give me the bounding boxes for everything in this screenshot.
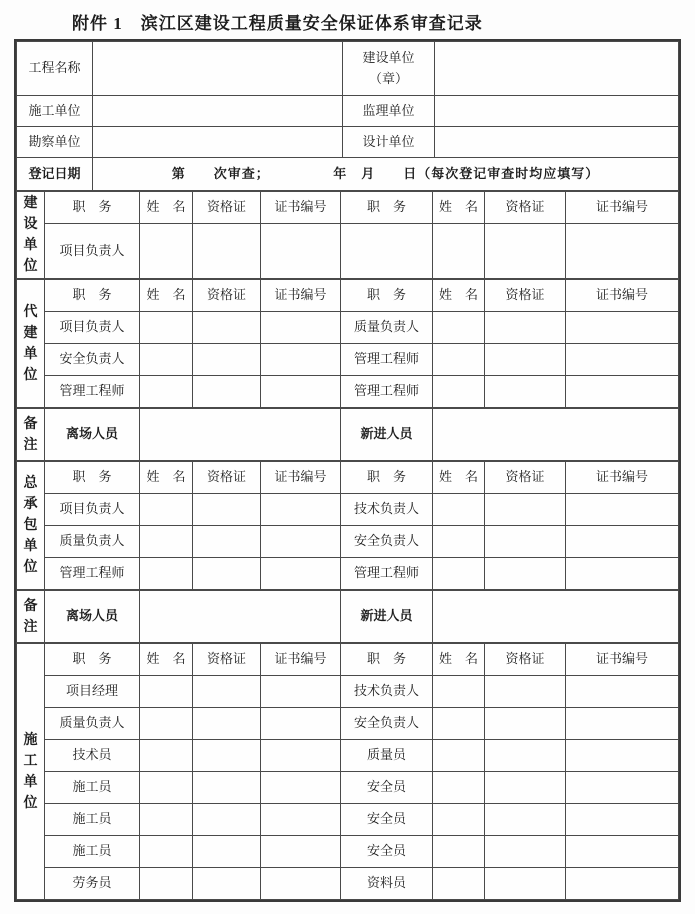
cert-no-cell bbox=[261, 312, 341, 344]
cert-no-cell bbox=[566, 224, 679, 279]
role-cell: 安全负责人 bbox=[341, 526, 433, 558]
cert-cell bbox=[485, 376, 566, 408]
name-cell bbox=[433, 344, 485, 376]
role-cell: 安全员 bbox=[341, 772, 433, 804]
role-cell: 项目负责人 bbox=[45, 494, 140, 526]
section-label-general-contractor: 总承包单位 bbox=[17, 462, 45, 590]
header-role: 职 务 bbox=[45, 462, 140, 494]
cert-cell bbox=[485, 740, 566, 772]
name-cell bbox=[140, 224, 193, 279]
register-date-fill-line: 第 次审查； 年 月 日（每次登记审查时均应填写） bbox=[93, 158, 679, 191]
section-owner-unit bbox=[16, 191, 679, 279]
role-cell: 质量负责人 bbox=[45, 526, 140, 558]
cert-cell bbox=[485, 494, 566, 526]
cert-no-cell bbox=[566, 740, 679, 772]
page-title: 附件 1 滨江区建设工程质量安全保证体系审查记录 bbox=[72, 14, 483, 33]
header-name: 姓 名 bbox=[140, 462, 193, 494]
header-cert: 资格证 bbox=[485, 192, 566, 224]
header-name: 姓 名 bbox=[433, 462, 485, 494]
cert-no-cell bbox=[566, 804, 679, 836]
cert-cell bbox=[193, 772, 261, 804]
role-cell: 施工员 bbox=[45, 804, 140, 836]
cert-cell bbox=[193, 376, 261, 408]
role-cell: 管理工程师 bbox=[45, 558, 140, 590]
role-cell: 项目经理 bbox=[45, 676, 140, 708]
role-cell: 技术负责人 bbox=[341, 494, 433, 526]
header-cert: 资格证 bbox=[193, 280, 261, 312]
name-cell bbox=[140, 740, 193, 772]
cert-cell bbox=[193, 526, 261, 558]
header-role: 职 务 bbox=[341, 462, 433, 494]
cert-cell bbox=[193, 344, 261, 376]
name-cell bbox=[433, 526, 485, 558]
cert-no-cell bbox=[261, 376, 341, 408]
cert-no-cell bbox=[261, 558, 341, 590]
cert-no-cell bbox=[261, 868, 341, 900]
section-label-construction-unit: 施工单位 bbox=[17, 644, 45, 900]
cert-cell bbox=[485, 344, 566, 376]
form-sheet bbox=[14, 39, 681, 902]
cert-cell bbox=[485, 526, 566, 558]
name-cell bbox=[140, 344, 193, 376]
name-cell bbox=[433, 836, 485, 868]
cert-no-cell bbox=[261, 772, 341, 804]
header-cert-no: 证书编号 bbox=[261, 192, 341, 224]
header-cert: 资格证 bbox=[193, 644, 261, 676]
cert-no-cell bbox=[566, 344, 679, 376]
cert-cell bbox=[485, 804, 566, 836]
role-cell: 安全负责人 bbox=[45, 344, 140, 376]
cert-no-cell bbox=[261, 494, 341, 526]
name-cell bbox=[433, 740, 485, 772]
name-cell bbox=[140, 312, 193, 344]
incoming-personnel-value bbox=[433, 409, 679, 461]
name-cell bbox=[433, 772, 485, 804]
departed-personnel-value bbox=[140, 409, 341, 461]
cert-cell bbox=[193, 312, 261, 344]
header-name: 姓 名 bbox=[140, 192, 193, 224]
section-general-contractor bbox=[16, 461, 679, 590]
header-role: 职 务 bbox=[341, 280, 433, 312]
cert-cell bbox=[193, 804, 261, 836]
cert-cell bbox=[193, 494, 261, 526]
remark-row-1 bbox=[16, 408, 679, 461]
header-cert: 资格证 bbox=[193, 462, 261, 494]
role-cell: 质量员 bbox=[341, 740, 433, 772]
departed-personnel-label: 离场人员 bbox=[45, 409, 140, 461]
role-cell: 管理工程师 bbox=[341, 344, 433, 376]
header-name: 姓 名 bbox=[140, 280, 193, 312]
header-name: 姓 名 bbox=[433, 280, 485, 312]
name-cell bbox=[140, 804, 193, 836]
cert-no-cell bbox=[261, 836, 341, 868]
cert-cell bbox=[485, 558, 566, 590]
cert-no-cell bbox=[566, 558, 679, 590]
role-cell: 安全负责人 bbox=[341, 708, 433, 740]
header-role: 职 务 bbox=[45, 644, 140, 676]
name-cell bbox=[140, 772, 193, 804]
incoming-personnel-label: 新进人员 bbox=[341, 591, 433, 643]
cert-no-cell bbox=[566, 494, 679, 526]
project-name-value bbox=[93, 42, 343, 96]
name-cell bbox=[433, 312, 485, 344]
name-cell bbox=[140, 376, 193, 408]
role-cell: 安全员 bbox=[341, 804, 433, 836]
name-cell bbox=[433, 558, 485, 590]
name-cell bbox=[433, 676, 485, 708]
name-cell bbox=[433, 868, 485, 900]
construction-unit-label: 施工单位 bbox=[17, 96, 93, 127]
cert-no-cell bbox=[566, 312, 679, 344]
construction-unit-value bbox=[93, 96, 343, 127]
role-cell: 施工员 bbox=[45, 772, 140, 804]
header-cert-no: 证书编号 bbox=[261, 280, 341, 312]
cert-no-cell bbox=[261, 526, 341, 558]
role-cell bbox=[341, 224, 433, 279]
name-cell bbox=[140, 708, 193, 740]
cert-no-cell bbox=[261, 676, 341, 708]
cert-no-cell bbox=[261, 224, 341, 279]
role-cell: 施工员 bbox=[45, 836, 140, 868]
header-cert-no: 证书编号 bbox=[261, 462, 341, 494]
name-cell bbox=[433, 376, 485, 408]
cert-cell bbox=[485, 708, 566, 740]
design-unit-label: 设计单位 bbox=[343, 127, 435, 158]
header-role: 职 务 bbox=[341, 644, 433, 676]
owner-unit-value bbox=[435, 42, 679, 96]
name-cell bbox=[140, 558, 193, 590]
role-cell: 管理工程师 bbox=[341, 376, 433, 408]
role-cell: 劳务员 bbox=[45, 868, 140, 900]
section-label-owner-unit: 建设单位 bbox=[17, 192, 45, 279]
cert-cell bbox=[193, 224, 261, 279]
cert-no-cell bbox=[566, 708, 679, 740]
departed-personnel-value bbox=[140, 591, 341, 643]
cert-cell bbox=[485, 868, 566, 900]
remark-row-2 bbox=[16, 590, 679, 643]
cert-cell bbox=[193, 708, 261, 740]
cert-cell bbox=[193, 558, 261, 590]
cert-no-cell bbox=[566, 868, 679, 900]
owner-unit-label-line2: （章） bbox=[368, 70, 408, 86]
role-cell: 技术员 bbox=[45, 740, 140, 772]
supervision-unit-value bbox=[435, 96, 679, 127]
cert-no-cell bbox=[261, 804, 341, 836]
cert-cell bbox=[485, 676, 566, 708]
cert-cell bbox=[485, 312, 566, 344]
header-cert-no: 证书编号 bbox=[566, 462, 679, 494]
section-construction-unit bbox=[16, 643, 679, 900]
survey-unit-label: 勘察单位 bbox=[17, 127, 93, 158]
incoming-personnel-value bbox=[433, 591, 679, 643]
remark-label: 备注 bbox=[17, 591, 45, 643]
cert-cell bbox=[193, 868, 261, 900]
departed-personnel-label: 离场人员 bbox=[45, 591, 140, 643]
header-cert-no: 证书编号 bbox=[566, 280, 679, 312]
owner-unit-label-line1: 建设单位 bbox=[362, 50, 415, 66]
cert-no-cell bbox=[566, 526, 679, 558]
role-cell: 项目负责人 bbox=[45, 224, 140, 279]
role-cell: 安全员 bbox=[341, 836, 433, 868]
role-cell: 质量负责人 bbox=[341, 312, 433, 344]
role-cell: 项目负责人 bbox=[45, 312, 140, 344]
cert-no-cell bbox=[566, 836, 679, 868]
cert-cell bbox=[485, 836, 566, 868]
header-role: 职 务 bbox=[341, 192, 433, 224]
cert-cell bbox=[485, 772, 566, 804]
section-label-agent-unit: 代建单位 bbox=[17, 280, 45, 408]
project-info-table bbox=[16, 41, 679, 191]
name-cell bbox=[140, 868, 193, 900]
name-cell bbox=[140, 676, 193, 708]
name-cell bbox=[433, 224, 485, 279]
name-cell bbox=[433, 804, 485, 836]
header-name: 姓 名 bbox=[140, 644, 193, 676]
header-cert: 资格证 bbox=[485, 280, 566, 312]
cert-no-cell bbox=[261, 708, 341, 740]
cert-cell bbox=[193, 836, 261, 868]
role-cell: 技术负责人 bbox=[341, 676, 433, 708]
section-agent-unit bbox=[16, 279, 679, 408]
header-role: 职 务 bbox=[45, 192, 140, 224]
name-cell bbox=[140, 494, 193, 526]
role-cell: 管理工程师 bbox=[45, 376, 140, 408]
remark-label: 备注 bbox=[17, 409, 45, 461]
header-role: 职 务 bbox=[45, 280, 140, 312]
cert-cell bbox=[193, 740, 261, 772]
name-cell bbox=[433, 494, 485, 526]
name-cell bbox=[433, 708, 485, 740]
cert-no-cell bbox=[566, 676, 679, 708]
header-cert: 资格证 bbox=[485, 644, 566, 676]
cert-no-cell bbox=[566, 772, 679, 804]
role-cell: 资料员 bbox=[341, 868, 433, 900]
header-cert: 资格证 bbox=[193, 192, 261, 224]
cert-cell bbox=[193, 676, 261, 708]
role-cell: 质量负责人 bbox=[45, 708, 140, 740]
header-name: 姓 名 bbox=[433, 192, 485, 224]
header-name: 姓 名 bbox=[433, 644, 485, 676]
cert-no-cell bbox=[566, 376, 679, 408]
supervision-unit-label: 监理单位 bbox=[343, 96, 435, 127]
survey-unit-value bbox=[93, 127, 343, 158]
register-date-label: 登记日期 bbox=[17, 158, 93, 191]
cert-cell bbox=[485, 224, 566, 279]
name-cell bbox=[140, 836, 193, 868]
owner-unit-seal-label bbox=[343, 42, 435, 96]
cert-no-cell bbox=[261, 344, 341, 376]
role-cell: 管理工程师 bbox=[341, 558, 433, 590]
incoming-personnel-label: 新进人员 bbox=[341, 409, 433, 461]
project-name-label: 工程名称 bbox=[17, 42, 93, 96]
name-cell bbox=[140, 526, 193, 558]
header-cert: 资格证 bbox=[485, 462, 566, 494]
header-cert-no: 证书编号 bbox=[566, 644, 679, 676]
header-cert-no: 证书编号 bbox=[261, 644, 341, 676]
design-unit-value bbox=[435, 127, 679, 158]
cert-no-cell bbox=[261, 740, 341, 772]
header-cert-no: 证书编号 bbox=[566, 192, 679, 224]
